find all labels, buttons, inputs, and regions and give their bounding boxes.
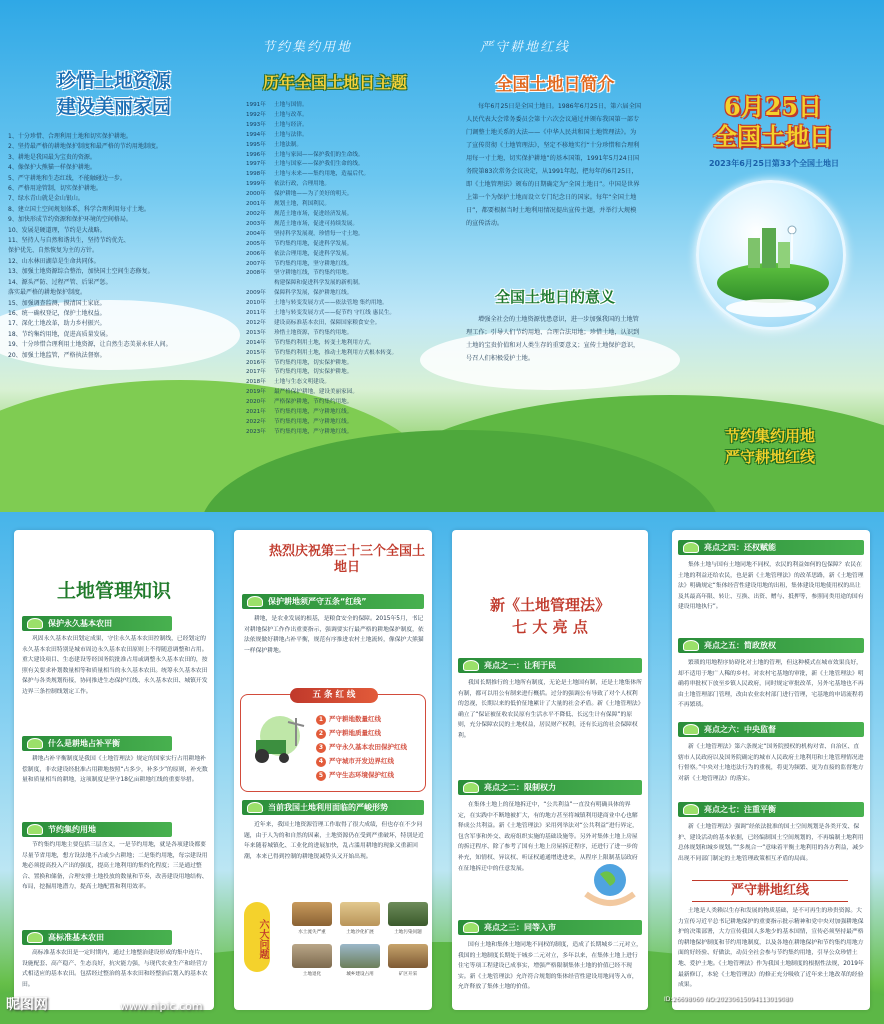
year-theme-row xyxy=(246,200,446,210)
right-slogan xyxy=(690,426,850,468)
year-theme-row xyxy=(246,349,446,359)
year-theme: 节约集约用地，坚守耕地红线。 xyxy=(274,260,353,267)
six-problems-label: 六大问题 xyxy=(244,902,270,972)
card1-section2-text: 耕地占补平衡制度是我国《土地管理法》规定的国家实行占用耕地补偿制度，非农建设经批准占用耕地按照“占多少，补多少”的原则，补充数量和质量相当的耕地，这项制度是坚守18亿亩耕地红线的重要举措。 xyxy=(22,756,208,784)
leaf-icon xyxy=(247,802,263,813)
globe-illustration xyxy=(696,180,846,330)
card1-section3-label: 节约集约用地 xyxy=(48,825,96,834)
slogan-item: 12、山水林田湖草是生命共同体。 xyxy=(8,257,100,265)
card1-section1-header xyxy=(22,616,172,631)
five-redlines-title: 五 条 红 线 xyxy=(290,688,378,703)
panel2-title: 历年全国土地日主题 xyxy=(262,73,407,92)
year-theme: 节约集约利用土地，推动土地利用方式根本转变。 xyxy=(274,349,398,356)
highlight-5-text: 繁琐的用地程序妨碍化对土地的管理，但这种模式在城市效果良好，却不适用于地广人稀的乡村。对农村宅基地的审批，新《土地管理法》明确将审批权下放至乡镇人民政府，同时规定审批改革，另外宅基地也不再由土地管理部门管理，改由农业农村部门进行管理，宅基地的申请流程将不再繁琐。 xyxy=(678,660,864,709)
card2-section2-header xyxy=(242,800,424,815)
year-theme-row xyxy=(246,170,446,180)
land-day-date xyxy=(688,92,858,152)
card1-section1-text: 巩固永久基本农田划定成果，守住永久基本农田控制线，已经划定的永久基本农田特别是城市周边永久基本农田原则上不得随意调整和占用。重大建设项目、生态建设等经国务院批准占用或调整永久基本农田的，按照有关要求补划数量相等和质量相当的永久基本农田。统筹永久基本农田保护与各类规划衔接，协同推进生态保护红线、永久基本农田、城镇开发边界三条控制线划定工作。 xyxy=(22,636,208,695)
year-theme: 土地法制。 xyxy=(274,141,302,148)
year-theme: 节约集约利用土地，转变土地利用方式。 xyxy=(274,339,375,346)
redline-3-label: 严守永久基本农田保护红线 xyxy=(329,743,407,751)
city-icon xyxy=(696,180,846,330)
redline-5: 5 严守生态环境保护红线 xyxy=(316,770,394,781)
slogan-item: 13、加强土地资源综合整治，加快国土空间生态修复。 xyxy=(8,268,154,276)
year-label: 2021年 xyxy=(246,409,266,416)
leaf-icon xyxy=(463,660,479,671)
highlight-7-header xyxy=(678,802,864,817)
year-theme-row xyxy=(246,141,446,151)
globe-hands-icon xyxy=(582,854,638,910)
slogan-item: 14、源头严防、过程严管、后果严惩。 xyxy=(8,278,112,286)
photo-erosion xyxy=(292,902,332,926)
land-day-date-line1: 6月25日 xyxy=(723,92,823,121)
year-label: 2002年 xyxy=(246,210,266,217)
year-label: 2003年 xyxy=(246,220,266,227)
leaf-icon xyxy=(27,618,43,629)
highlight-4-header xyxy=(678,540,864,555)
card-highlights-continued xyxy=(672,530,870,1010)
photo-caption: 土地退化 xyxy=(302,972,322,977)
year-label: 2007年 xyxy=(246,260,266,267)
highlight-5-label: 亮点之五：简政放权 xyxy=(704,641,776,650)
highlight-2-header xyxy=(458,780,642,795)
year-label: 2019年 xyxy=(246,389,266,396)
header-slogan-a: 节约集约用地 xyxy=(262,40,353,55)
year-theme: 节约集约用地，促进科学发展。 xyxy=(274,240,353,247)
photo-caption: 矿区开采 xyxy=(398,972,418,977)
highlight-3-header xyxy=(458,920,642,935)
year-theme-row xyxy=(246,131,446,141)
year-label: 1992年 xyxy=(246,111,266,118)
panel1-title-line2: 建设美丽家园 xyxy=(56,96,171,118)
highlight-5-header xyxy=(678,638,864,653)
card-land-knowledge xyxy=(14,530,214,1010)
year-theme: 规范土地市场，促进经济发展。 xyxy=(274,210,353,217)
photo-degradation xyxy=(292,944,332,968)
redline-4: 4 严守城市开发边界红线 xyxy=(316,756,394,767)
year-label: 2016年 xyxy=(246,359,266,366)
leaf-icon xyxy=(683,542,699,553)
year-theme-row xyxy=(246,359,446,369)
redline-2-label: 严守耕地质量红线 xyxy=(329,729,381,737)
photo-mining xyxy=(388,944,428,968)
year-theme-row xyxy=(246,378,446,388)
photo-desert xyxy=(340,902,380,926)
slogan-item: 16、统一确权登记，保护土地权益。 xyxy=(8,309,106,317)
year-label: 2009年 xyxy=(246,290,266,297)
year-label: 2001年 xyxy=(246,201,266,208)
watermark-id: ID:26698060 NO:20230615094113019080 xyxy=(664,996,793,1003)
card2-section1-header xyxy=(242,594,424,609)
farmland-redline-banner: 严守耕地红线 xyxy=(692,880,848,902)
panel3-meaning-title: 全国土地日的意义 xyxy=(494,288,615,306)
year-theme: 坚守耕地红线，节约集约用地。 xyxy=(274,270,353,277)
year-theme-row xyxy=(246,269,446,279)
photo-construction xyxy=(340,944,380,968)
year-theme-row xyxy=(246,289,446,299)
slogan-item: 10、发展是硬道理，节约是大战略。 xyxy=(8,226,106,234)
year-label: 2014年 xyxy=(246,339,266,346)
year-theme: 建设高标准基本农田，保障国家粮食安全。 xyxy=(274,319,381,326)
slogan-item: 9、加快形成节约资源和保护环境的空间格局。 xyxy=(8,216,132,224)
card-highlights xyxy=(452,530,648,1010)
year-theme-row xyxy=(246,121,446,131)
leaf-icon xyxy=(463,782,479,793)
year-label: 2010年 xyxy=(246,300,266,307)
highlight-1-text: 我国长期推行的土地所有制度，无论是土地国有制，还是土地集体所有制，都可以用公有制来进行概括。过分的强调公有导致了对个人权利的忽视，长期以来的低价征地累计了大量的社会矛盾。新《土地管理法》确立了“保证被征收农民原有生活水平不降低、长远生计有保障”的原则，充分保障农民的土地权益，居民财产权利，还有长远的社会保障权利。 xyxy=(458,680,642,739)
year-theme: 严格保护耕地，节约集约用地。 xyxy=(274,399,353,406)
highlight-3-label: 亮点之三：同等入市 xyxy=(484,923,556,932)
land-day-subtitle: 2023年6月25日第33个全国土地日 xyxy=(708,159,840,168)
year-theme-row xyxy=(246,111,446,121)
card2-section1-label: 保护耕地须严守五条“红线” xyxy=(268,597,367,606)
highlight-2-text: 在集体土地上的征地拆迁中，“公共利益”一直没有明确具体的界定，在实践中不断地被扩大，有的地方甚至将城镇利用建商业中心也解释成公共利益。新《土地管理法》采用列举法对“公共利益”进行界定，包含军事和外交、政府组织实施的基础设施等。另外对集体土地上房屋的拆迁程序、除了参考了国有土地上房屋拆迁程序，还进行了进一步的补充，知情权、异议权、听证权通通增进进来，从程序上限制基层政府在征地拆迁中的任意发展。 xyxy=(458,802,638,872)
year-theme-row xyxy=(246,101,446,111)
year-theme: 土地与生态文明建设。 xyxy=(274,379,330,386)
year-theme-row xyxy=(246,368,446,378)
photo-caption: 水土流失严重 xyxy=(298,930,326,935)
year-theme-row xyxy=(246,428,446,438)
year-theme: 土地与国情。 xyxy=(274,102,308,108)
photo-caption: 城乡建设占用 xyxy=(346,972,374,977)
slogan-item: 8、建立国土空间规划体系，科学合理利用每寸土地。 xyxy=(8,205,150,213)
year-label: 2008年 xyxy=(246,270,266,277)
year-label: 1994年 xyxy=(246,131,266,138)
year-theme: 节约集约用地，严守耕地红线。 xyxy=(274,419,353,425)
year-label: 2015年 xyxy=(246,349,266,356)
card1-section2-header xyxy=(22,736,172,751)
card1-section2-label: 什么是耕地占补平衡 xyxy=(48,739,120,748)
watermark-logo: 昵图网 xyxy=(6,997,48,1013)
year-theme-row xyxy=(246,339,446,349)
redline-5-label: 严守生态环境保护红线 xyxy=(329,771,394,779)
year-label: 1991年 xyxy=(246,102,266,108)
highlight-6-label: 亮点之六：中央监督 xyxy=(704,725,776,734)
year-label: 1995年 xyxy=(246,141,266,148)
year-theme: 构建保障和促进科学发展的新机制。 xyxy=(274,280,364,287)
year-theme: 规范土地市场，促进可持续发展。 xyxy=(274,220,358,227)
slogan-item: 19、十分珍惜合理利用土地资源，让自然生态美景永驻人间。 xyxy=(8,341,172,349)
highlight-4-text: 集体土地与国有土地同地不同权，农民的利益如何的包保障？农民在土地的利益还给农民，也是新《土地管理法》的改革思路，新《土地管理法》明确规定“集体经营性建设用地的出租，集体建设用地使用权的出让及其最高年限、转让、互换、出资、赠与、抵押等，参照同类用途的国有建设用地执行”。 xyxy=(678,562,864,611)
year-theme: 珍惜土地资源，节约集约用地。 xyxy=(274,329,353,336)
year-theme-row xyxy=(246,260,446,270)
panel1-title xyxy=(14,68,214,120)
highlight-1-label: 亮点之一：让利于民 xyxy=(484,661,556,670)
year-label: 1999年 xyxy=(246,181,266,188)
card1-section3-header xyxy=(22,822,172,837)
slogan-item: 3、耕地是我国最为宝贵的资源。 xyxy=(8,153,96,161)
panel3-intro-text: 每年6月25日是全国土地日。1986年6月25日，第六届全国人民代表大会常务委员会第十六次会议通过并颁布我国第一部专门调整土地关系的大法——《中华人民共和国土地管理法》。为了宣传贯彻《土地管理法》，坚定不移地实行“十分珍惜和合理利用每一寸土地，切实保护耕地”的基本国策，1991年5月24日国务院第83次常务会议决定，从1991年起，把每年的6月25日，即《土地管理法》颁布的日期确定为“全国土地日”。中国是世界上第一个为保护土地而设立专门纪念日的国家。每年“全国土地日”，都要根据当时土地利用情况提出宣传主题，并举行大规模的宣传活动。 xyxy=(466,103,642,227)
year-theme-row xyxy=(246,309,446,319)
year-label: 2011年 xyxy=(246,310,266,317)
highlight-6-text: 新《土地管理法》第六条规定“国务院授权的机构对省、自治区、直辖市人民政府以及国务院确定的城市人民政府土地利用和土地管理情况进行督察。”中央对土地违法行为的重视，将更为频繁、更为直接的监督地方对新《土地管理法》的落实。 xyxy=(678,744,864,782)
leaf-icon xyxy=(683,640,699,651)
year-theme: 依法合理用地，促进科学发展。 xyxy=(274,250,353,257)
year-theme: 依法行政，合理用地。 xyxy=(274,181,330,188)
highlight-1-header xyxy=(458,658,642,673)
redline-1-label: 严守耕地数量红线 xyxy=(329,715,381,723)
year-theme-row xyxy=(246,299,446,309)
leaf-icon xyxy=(683,724,699,735)
card1-section1-label: 保护永久基本农田 xyxy=(48,619,112,628)
year-theme-list xyxy=(246,101,446,438)
card2-section1-text: 耕地，是农业发展的根基，是粮食安全的保障。2015年5月，书记对耕地保护工作作出重要指示，强调要实行最严格的耕地保护制度，依法依规做好耕地占补平衡，规范有序推进农村土地流转，像保护大熊猫一样保护耕地。 xyxy=(244,616,424,654)
land-day-date-line2: 全国土地日 xyxy=(713,122,833,151)
year-label: 2022年 xyxy=(246,419,266,425)
slogan-item: 2、坚持最严格的耕地保护制度和最严格的节约用地制度。 xyxy=(8,143,162,151)
year-label: 2012年 xyxy=(246,319,266,326)
year-label: 2004年 xyxy=(246,230,266,237)
highlight-2-label: 亮点之二：限制权力 xyxy=(484,783,556,792)
year-theme: 土地与未来——集约用地，造福后代。 xyxy=(274,171,370,178)
year-theme: 土地与法律。 xyxy=(274,131,308,138)
panel3-meaning-text: 增强全社会的土地资源忧患意识，进一步加强我国的土地管理工作；引导人们节约用地、合理合法用地；珍惜土地，认识到土地的宝贵价值和对人类生存的重要意义；宣传土地保护意识，号召人们积极爱护土地。 xyxy=(466,316,640,362)
year-label: 2017年 xyxy=(246,369,266,376)
redline-3: 3 严守永久基本农田保护红线 xyxy=(316,742,407,753)
card2-section2-label: 当前我国土地利用面临的严峻形势 xyxy=(268,803,388,812)
slogan-item: 7、绿水青山就是金山银山。 xyxy=(8,195,84,203)
highlight-7-text: 新《土地管理法》强调“经依法批准的国土空间规划是各类开发、保护、建设活动的基本依据，已经编制国土空间规划的，不再编制土地利用总体规划和城乡规划。”“多规合一”意味着平衡土地利用的各方利益，减少出现不同部门制定的土地管理政策相互矛盾的局面。 xyxy=(678,824,864,862)
year-theme-row xyxy=(246,180,446,190)
highlight-7-label: 亮点之七：注重平衡 xyxy=(704,805,776,814)
watermark-url: www.nipic.com xyxy=(120,1000,203,1013)
leaf-icon xyxy=(27,932,43,943)
leaf-icon xyxy=(683,804,699,815)
card1-section4-label: 高标准基本农田 xyxy=(48,933,104,942)
photo-pollution xyxy=(388,902,428,926)
year-theme: 保护耕地——为了美好的明天。 xyxy=(274,191,353,198)
year-theme: 最严格保护耕地，建设美丽家园。 xyxy=(274,389,358,396)
slogan-item: 17、深化土地改革，助力乡村振兴。 xyxy=(8,320,106,328)
year-theme-row xyxy=(246,230,446,240)
right-slogan-line1: 节约集约用地 xyxy=(724,427,815,445)
year-theme: 土地与经济。 xyxy=(274,121,308,128)
year-label: 1997年 xyxy=(246,161,266,168)
card3-title-line1: 新《土地管理法》 xyxy=(489,596,610,614)
year-theme-row xyxy=(246,160,446,170)
slogan-item: 保护优先、自然恢复为主的方针。 xyxy=(8,247,99,255)
year-label: 2013年 xyxy=(246,329,266,336)
card3-title xyxy=(452,594,648,638)
year-theme: 土地与国家——保护我们生命的线。 xyxy=(274,161,364,168)
photo-caption: 土地污染问题 xyxy=(394,930,422,935)
year-theme-row xyxy=(246,240,446,250)
year-label: 2005年 xyxy=(246,240,266,247)
year-theme-row xyxy=(246,220,446,230)
card2-section2-text: 近年来，我国土地资源管理工作取得了很大成绩，但也存在不少问题，由于人为的和自然的因素，土地资源仍在受到严重破坏，特别是近年来随着城镇化、工业化的进展加快，乱占滥用耕地的现象又重新回潮，本来已得到控制的耕地锐减势头又开始出现。 xyxy=(244,822,424,860)
card1-section4-header xyxy=(22,930,172,945)
year-theme: 节约集约用地，切实保护耕地。 xyxy=(274,369,353,376)
leaf-icon xyxy=(27,824,43,835)
year-theme: 土地与改革。 xyxy=(274,111,308,118)
photo-caption: 土地沙化扩展 xyxy=(346,930,374,935)
slogan-list xyxy=(8,132,228,361)
card1-title: 土地管理知识 xyxy=(56,580,171,602)
leaf-icon xyxy=(463,922,479,933)
slogan-item: 20、加强土地监管，严格执法督察。 xyxy=(8,351,106,359)
year-theme: 节约集约用地，严守耕地红线。 xyxy=(274,428,353,435)
card2-title: 热烈庆祝第三十三个全国土地日 xyxy=(268,544,425,575)
year-label: 2023年 xyxy=(246,428,266,435)
year-label: 2000年 xyxy=(246,191,266,198)
slogan-item: 5、严守耕地和生态红线，不能触碰边一步。 xyxy=(8,174,126,182)
year-theme-row xyxy=(246,408,446,418)
year-theme: 土地与转变发展方式——依法管地 集约用地。 xyxy=(274,300,388,307)
year-theme-row xyxy=(246,329,446,339)
redline-4-label: 严守城市开发边界红线 xyxy=(329,757,394,765)
slogan-item: 18、节约集约用地，促进高质量发展。 xyxy=(8,330,112,338)
year-theme-row xyxy=(246,388,446,398)
year-label: 1996年 xyxy=(246,151,266,158)
year-theme: 坚持科学发展观，珍惜每一寸土地。 xyxy=(274,230,364,237)
slogan-item: 6、严格用途管制，切实保护耕地。 xyxy=(8,185,102,193)
year-theme-row xyxy=(246,210,446,220)
farmland-redline-text: 土地是人类赖以生存和发展的物质基础，是不可再生的珍贵资源。大力宣传习近平总书记耕地保护的重要指示批示精神和党中央对加强耕地保护的决策部署，大力宣传我国人多地少的基本国情，宣传必须坚持最严格的耕地保护制度和节约用地制度，以及各地在耕地保护和节约集约用地方面的好经验、好做法，动员全社会参与节约集约用地，引导公众珍惜土地、爱护土地。《土地管理法》作为我国土地制度的根据性法规，2019年最新修订，本轮《土地管理法》的修正充分吸收了近年来土地改革的经验成果。 xyxy=(678,908,864,989)
slogan-item: 4、像保护大熊猫一样保护耕地。 xyxy=(8,164,96,172)
year-theme-row xyxy=(246,319,446,329)
panel3-title: 全国土地日简介 xyxy=(495,75,615,95)
slogan-item: 15、加强调查监测，摸清国土家底。 xyxy=(8,299,106,307)
header-slogan-b: 严守耕地红线 xyxy=(480,40,571,55)
redline-1: 1 严守耕地数量红线 xyxy=(316,714,381,725)
card1-section4-text: 高标准基本农田是一定时期内，通过土地整治建设形成的集中连片、设施配套、高产稳产、生态良好，抗灾能力强，与现代农业生产和经营方式相适应的基本农田。包括经过整治的基本农田和经整治后划入的基本农田。 xyxy=(22,950,208,988)
tractor-icon xyxy=(246,712,310,768)
panel1-title-line1: 珍惜土地资源 xyxy=(56,70,171,92)
year-theme-row xyxy=(246,151,446,161)
year-theme-row xyxy=(246,279,446,289)
year-label: 2018年 xyxy=(246,379,266,386)
year-theme-row xyxy=(246,250,446,260)
highlight-3-text: 国有土地和集体土地同地不同权的制度，造成了长期城乡二元对立，我国的土地制度长期处于城乡二元对立，多年以来，在集体土地上进行住宅等项工程建设已成事实，增强严格限制集体土地的价值已经不现实。新《土地管理法》允许符合规划的集体经营性建设用地同等入市，允许释放了集体土地的价值。 xyxy=(458,942,642,991)
year-theme: 规划土地，利国利民。 xyxy=(274,201,330,208)
year-theme-row xyxy=(246,190,446,200)
year-theme: 保障科学发展，保护耕地红线。 xyxy=(274,290,353,297)
slogan-item: 落实最严格的耕地保护制度。 xyxy=(8,289,87,297)
year-label: 2006年 xyxy=(246,250,266,257)
year-theme: 节约集约用地，严守耕地红线。 xyxy=(274,409,353,416)
highlight-6-header xyxy=(678,722,864,737)
slogan-item: 1、十分珍惜、合理利用土地和切实保护耕地。 xyxy=(8,133,132,140)
year-theme: 土地与家园——保护我们的生命线。 xyxy=(274,151,364,158)
year-label: 2020年 xyxy=(246,399,266,406)
leaf-icon xyxy=(27,738,43,749)
slogan-item: 11、坚持人与自然和谐共生，坚持节约优先、 xyxy=(8,237,130,245)
right-slogan-line2: 严守耕地红线 xyxy=(724,448,815,466)
card3-title-line2: 七 大 亮 点 xyxy=(512,618,588,636)
redline-2: 2 严守耕地质量红线 xyxy=(316,728,381,739)
year-theme: 土地与转变发展方式——促节约 守红线 惠民生。 xyxy=(274,310,396,317)
year-theme-row xyxy=(246,398,446,408)
year-theme-row xyxy=(246,418,446,428)
highlight-4-label: 亮点之四：还权赋能 xyxy=(704,543,776,552)
card1-section3-text: 节约集约用地主要包括三层含义，一是节约用地，就是各项建设都要尽量节省用地，想方设法地不占或少占耕地；二是集约用地，每宗建设用地必须提高投入产出的强度，提高土地利用的集约化程度；三是通过整合、置换和储备，合理安排土地投放的数量和节奏，改善建设用地结构、布局，挖掘用地潜力，提高土地配置和利用效率。 xyxy=(22,842,208,891)
leaf-icon xyxy=(247,596,263,607)
year-label: 1998年 xyxy=(246,171,266,178)
year-theme: 节约集约用地，切实保护耕地。 xyxy=(274,359,353,366)
year-label: 1993年 xyxy=(246,121,266,128)
